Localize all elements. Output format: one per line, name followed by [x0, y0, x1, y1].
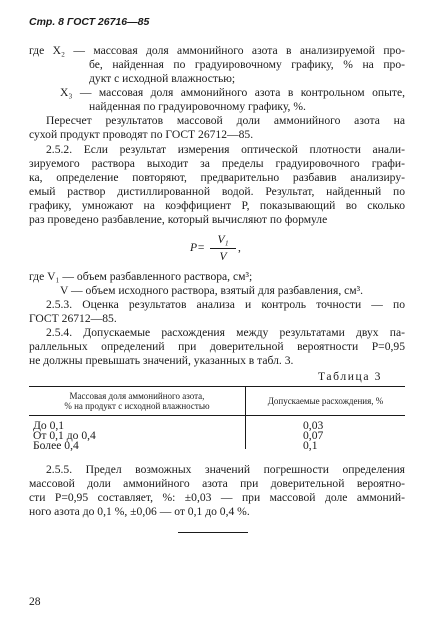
- formula-denominator: V: [219, 250, 227, 263]
- p254-line-1: 2.5.4. Допускаемые расхождения между результатами двух па-: [46, 326, 405, 339]
- recalc-line-1: Пересчет результатов массовой доли аммонийного азота на: [46, 114, 405, 127]
- table-col1-header-line-2: % на продукт с исходной влажностью: [64, 401, 210, 411]
- recalc-line-2: сухой продукт проводят по ГОСТ 26712—85.: [29, 128, 254, 141]
- p252-line-1: 2.5.2. Если результат измерения оптической плотности анали-: [46, 143, 405, 156]
- table-row-3-value: 0,1: [303, 439, 318, 452]
- table-row-3-range: Более 0,4: [33, 439, 79, 452]
- p252-line-4: емый раствор дистиллированной водой. Результат, найденный по: [29, 185, 405, 198]
- formula-tail: ,: [238, 241, 241, 254]
- table-col2-header: Допускаемые расхождения, %: [267, 396, 384, 406]
- table-row-1-value: 0,03: [303, 419, 324, 432]
- p254-line-2: раллельных определений при доверительной вероятности P=0,95: [29, 340, 405, 353]
- table-row-1-range: До 0,1: [33, 419, 65, 432]
- def-x2-line-2: бе, найденная по градуировочному графику, % на про-: [89, 58, 405, 71]
- table-col1-header-line-1: Массовая доля аммонийного азота,: [69, 391, 205, 401]
- p252-line-3: ка, определение повторяют, предварительно разбавив анализиру-: [29, 171, 405, 184]
- p255-line-2: массовой доли аммонийного азота при доверительной вероятно-: [29, 477, 405, 490]
- p255-line-1: 2.5.5. Предел возможных значений погрешности определения: [46, 463, 405, 476]
- formula-numerator: V₁: [217, 233, 229, 246]
- def-x3-line-2: найденная по градуировочному графику, %.: [89, 100, 306, 113]
- table-row-2-value: 0,07: [303, 429, 324, 442]
- where-v1: где V₁ — объем разбавленного раствора, см³;: [29, 270, 253, 283]
- def-x3-line-1: X₃ — массовая доля аммонийного азота в контрольном опыте,: [60, 86, 405, 99]
- p252-line-5: графику, умножают на коэффициент P, показывающий во сколько: [29, 199, 405, 212]
- formula-fraction-bar: [210, 248, 236, 249]
- def-x2-line-1: где X₂ — массовая доля аммонийного азота в анализируемой про-: [29, 44, 405, 57]
- p253-line-2: ГОСТ 26712—85.: [29, 312, 117, 325]
- where-v: V — объем исходного раствора, взятый для разбавления, см³.: [60, 284, 363, 297]
- p254-line-3: не должны превышать значений, указанных в табл. 3.: [29, 354, 294, 367]
- p252-line-6: раз проведено разбавление, который вычисляют по формуле: [29, 213, 328, 226]
- p255-line-4: ного азота до 0,1 %, ±0,06 — от 0,1 до 0,4 %.: [29, 505, 250, 518]
- table-caption: Таблица 3: [318, 370, 382, 383]
- p255-line-3: сти P=0,95 составляет, %: ±0,03 — при массовой доле аммоний-: [29, 491, 405, 504]
- page-number: 28: [29, 595, 41, 608]
- section-end-rule: [178, 532, 248, 533]
- formula-lhs: P=: [190, 241, 205, 254]
- page-header: Стр. 8 ГОСТ 26716—85: [29, 16, 150, 28]
- table-header-rule: [29, 415, 405, 416]
- p252-line-2: зируемого раствора выходит за пределы градуировочного графи-: [29, 157, 405, 170]
- def-x2-line-3: дукт с исходной влажностью;: [89, 72, 236, 85]
- p253-line-1: 2.5.3. Оценка результатов анализа и контроль точности — по: [46, 298, 405, 311]
- table-row-2-range: От 0,1 до 0,4: [33, 429, 96, 442]
- table-top-rule: [29, 386, 405, 387]
